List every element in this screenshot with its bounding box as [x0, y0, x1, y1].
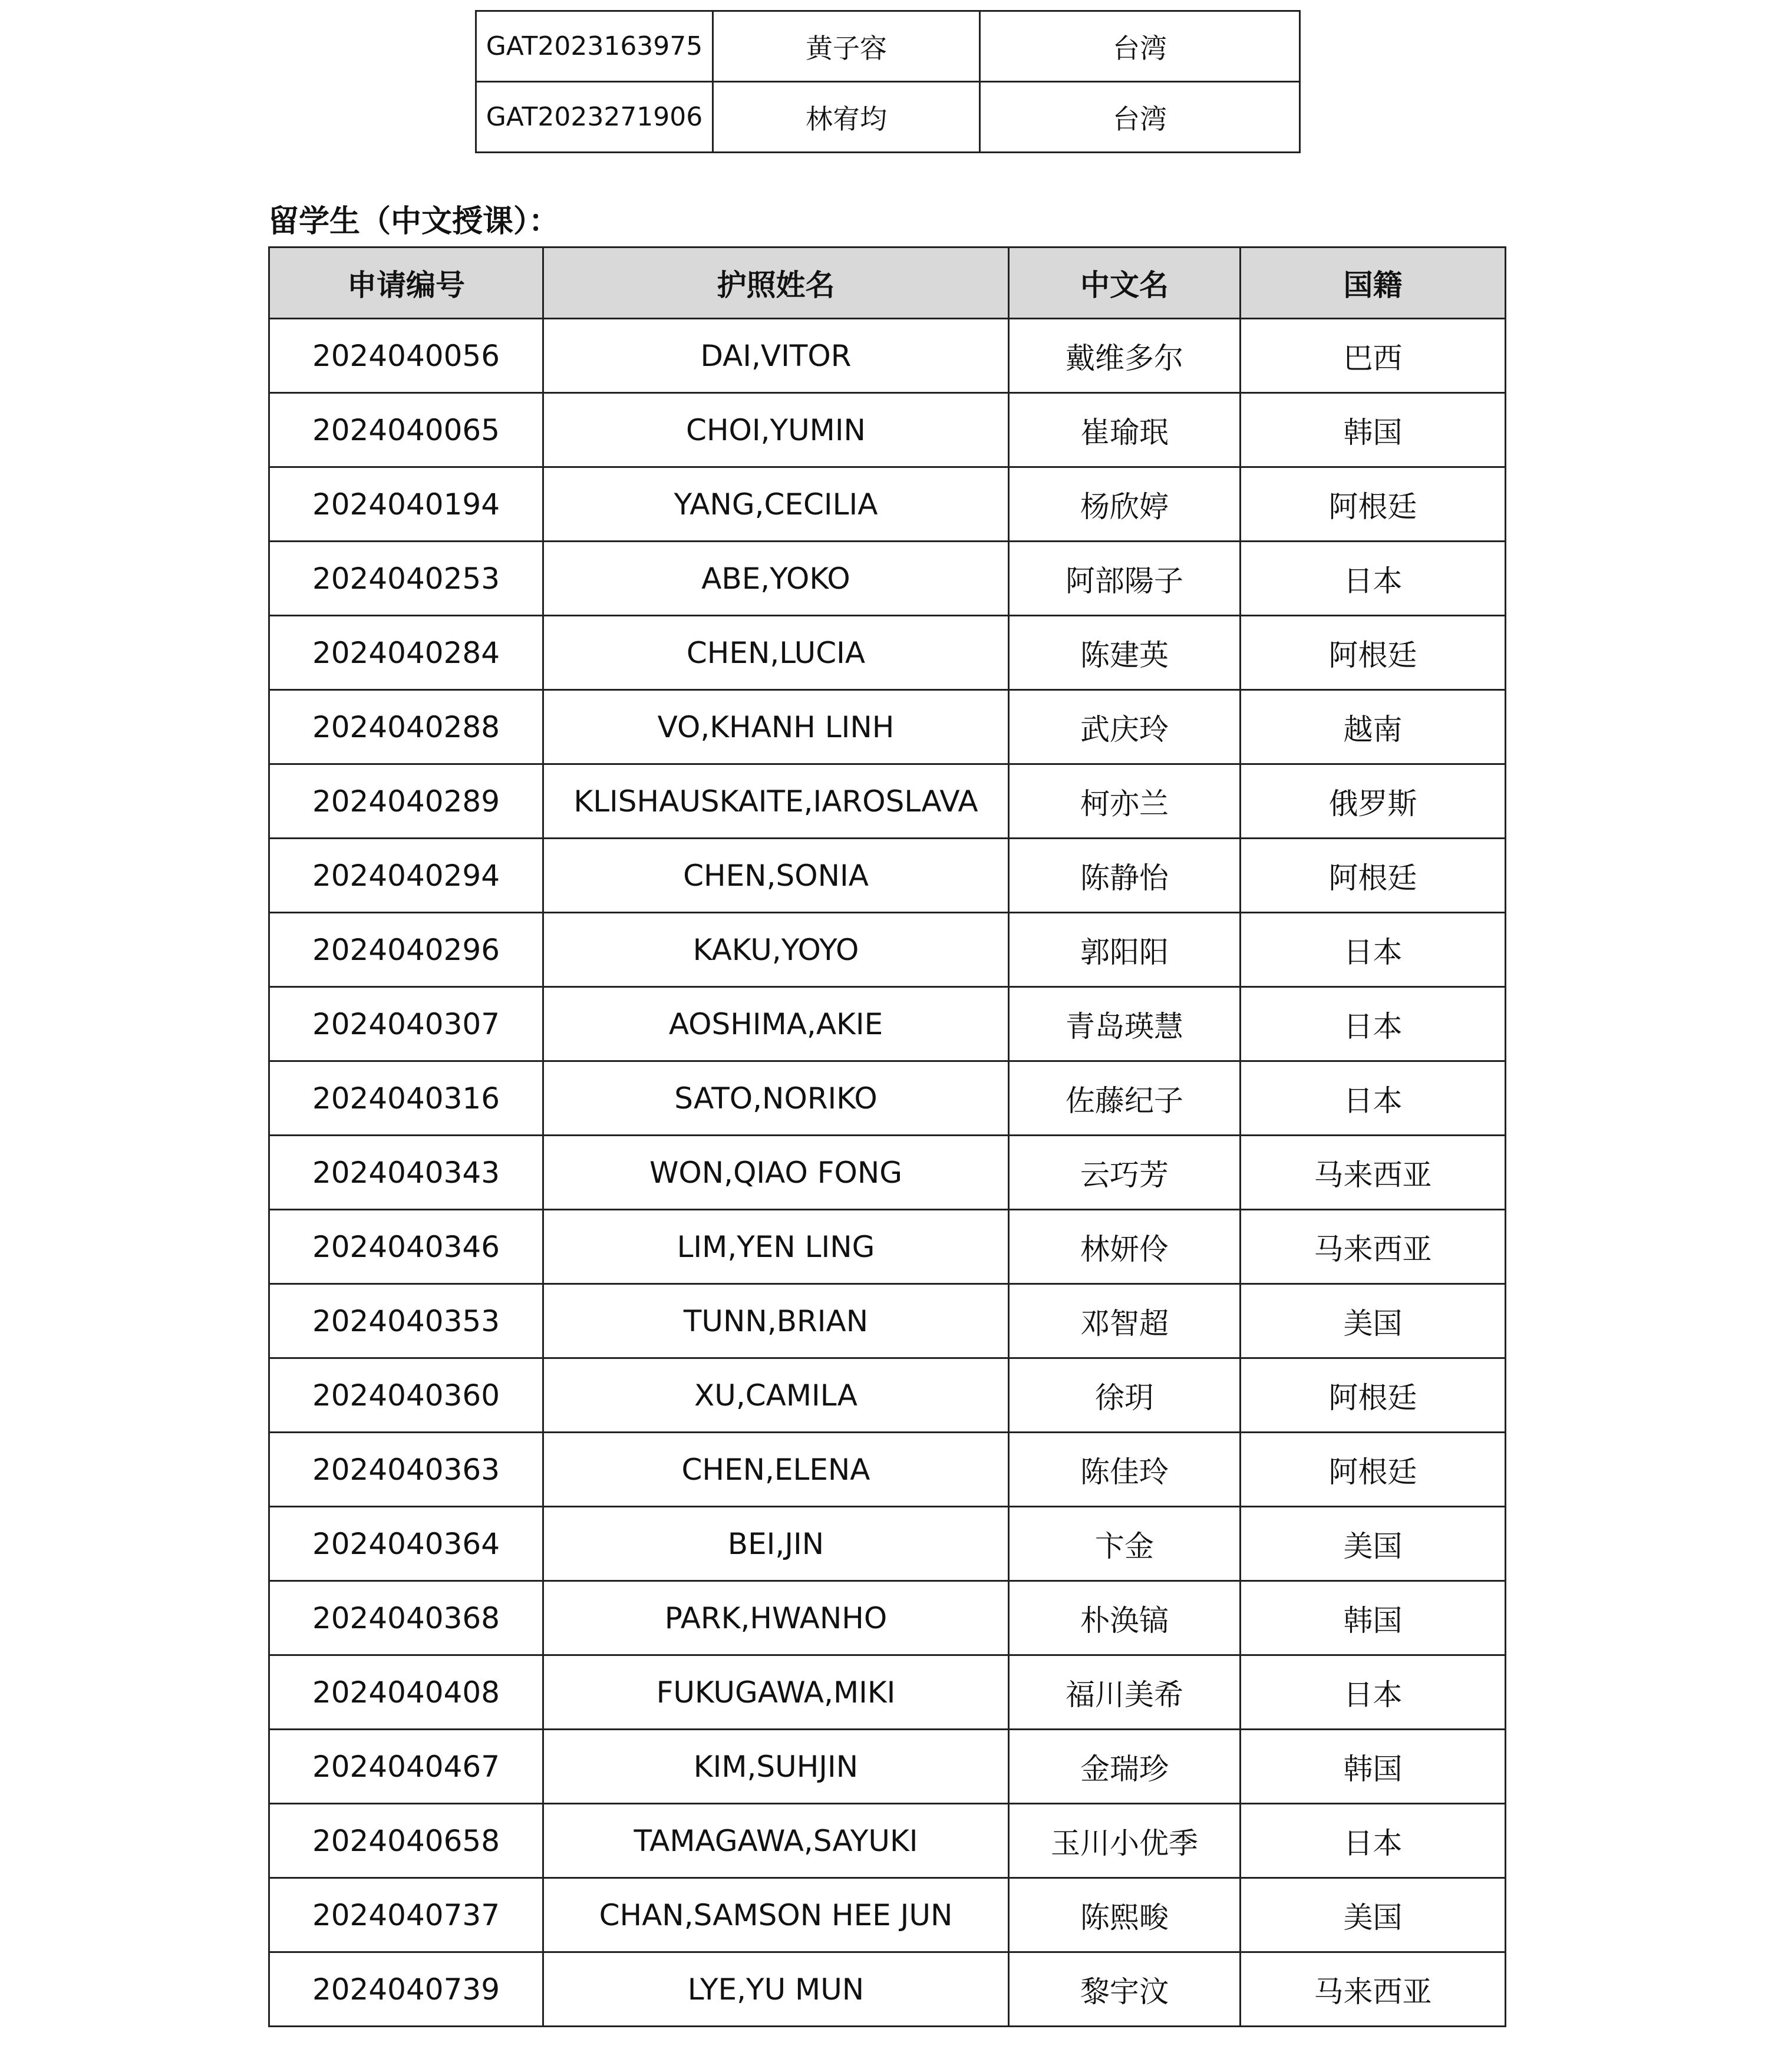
table-row	[269, 393, 1506, 467]
table-row	[269, 1433, 1506, 1507]
table-row	[269, 1136, 1506, 1210]
nationality-cell: 日本	[1241, 987, 1506, 1061]
table-row	[269, 987, 1506, 1061]
chinese-name-cell: 杨欣婷	[1009, 467, 1241, 542]
passport-name-cell: KLISHAUSKAITE,IAROSLAVA	[543, 764, 1009, 839]
passport-name-cell: BEI,JIN	[543, 1507, 1009, 1581]
region-cell: 台湾	[980, 11, 1300, 82]
application-id-cell: 2024040253	[269, 542, 543, 616]
application-id-cell: 2024040364	[269, 1507, 543, 1581]
header-chinese-name: 中文名	[1009, 248, 1241, 319]
nationality-cell: 俄罗斯	[1241, 764, 1506, 839]
nationality-cell: 阿根廷	[1241, 1433, 1506, 1507]
nationality-cell: 阿根廷	[1241, 616, 1506, 690]
section-title: 留学生（中文授课）：	[268, 204, 560, 239]
nationality-cell: 日本	[1241, 1061, 1506, 1136]
nationality-cell: 越南	[1241, 690, 1506, 764]
nationality-cell: 日本	[1241, 913, 1506, 987]
chinese-name-cell: 青岛瑛慧	[1009, 987, 1241, 1061]
table-row	[269, 690, 1506, 764]
passport-name-cell: CHEN,SONIA	[543, 839, 1009, 913]
region-cell: 台湾	[980, 82, 1300, 153]
nationality-cell: 美国	[1241, 1878, 1506, 1952]
table-row	[269, 839, 1506, 913]
nationality-cell: 巴西	[1241, 319, 1506, 393]
table-row	[269, 1655, 1506, 1730]
table-row	[269, 1730, 1506, 1804]
table-row	[269, 1507, 1506, 1581]
chinese-name-cell: 邓智超	[1009, 1284, 1241, 1358]
application-id-cell: 2024040346	[269, 1210, 543, 1284]
application-id-cell: 2024040284	[269, 616, 543, 690]
table-row	[269, 764, 1506, 839]
passport-name-cell: CHEN,ELENA	[543, 1433, 1009, 1507]
passport-name-cell: CHAN,SAMSON HEE JUN	[543, 1878, 1009, 1952]
application-id-cell: 2024040294	[269, 839, 543, 913]
nationality-cell: 美国	[1241, 1284, 1506, 1358]
passport-name-cell: PARK,HWANHO	[543, 1581, 1009, 1655]
table-row	[476, 82, 1300, 153]
chinese-name-cell: 云巧芳	[1009, 1136, 1241, 1210]
chinese-name-cell: 武庆玲	[1009, 690, 1241, 764]
table-header	[269, 248, 1506, 319]
application-id-cell: 2024040343	[269, 1136, 543, 1210]
chinese-name-cell: 崔瑜珉	[1009, 393, 1241, 467]
passport-name-cell: TUNN,BRIAN	[543, 1284, 1009, 1358]
nationality-cell: 日本	[1241, 542, 1506, 616]
nationality-cell: 韩国	[1241, 1730, 1506, 1804]
international-students-table	[268, 246, 1506, 2027]
nationality-cell: 阿根廷	[1241, 467, 1506, 542]
header-application-id: 申请编号	[269, 248, 543, 319]
table-row	[269, 1878, 1506, 1952]
application-id-cell: 2024040353	[269, 1284, 543, 1358]
chinese-name-cell: 卞金	[1009, 1507, 1241, 1581]
application-id-cell: 2024040363	[269, 1433, 543, 1507]
application-id-cell: 2024040307	[269, 987, 543, 1061]
table-row	[269, 1358, 1506, 1433]
table-row	[269, 1284, 1506, 1358]
chinese-name-cell: 戴维多尔	[1009, 319, 1241, 393]
chinese-name-cell: 玉川小优季	[1009, 1804, 1241, 1878]
table-row	[269, 542, 1506, 616]
chinese-name-cell: 郭阳阳	[1009, 913, 1241, 987]
passport-name-cell: FUKUGAWA,MIKI	[543, 1655, 1009, 1730]
table-row	[269, 1804, 1506, 1878]
passport-name-cell: TAMAGAWA,SAYUKI	[543, 1804, 1009, 1878]
top-table-body	[476, 11, 1300, 153]
table-row	[269, 1210, 1506, 1284]
application-id-cell: 2024040658	[269, 1804, 543, 1878]
nationality-cell: 阿根廷	[1241, 839, 1506, 913]
application-id-cell: 2024040739	[269, 1952, 543, 2027]
application-id-cell: 2024040368	[269, 1581, 543, 1655]
chinese-name-cell: 阿部陽子	[1009, 542, 1241, 616]
application-id-cell: 2024040288	[269, 690, 543, 764]
passport-name-cell: SATO,NORIKO	[543, 1061, 1009, 1136]
passport-name-cell: CHEN,LUCIA	[543, 616, 1009, 690]
passport-name-cell: VO,KHANH LINH	[543, 690, 1009, 764]
passport-name-cell: DAI,VITOR	[543, 319, 1009, 393]
header-row	[269, 248, 1506, 319]
header-passport-name: 护照姓名	[543, 248, 1009, 319]
chinese-name-cell: 佐藤纪子	[1009, 1061, 1241, 1136]
table-row	[269, 1581, 1506, 1655]
passport-name-cell: XU,CAMILA	[543, 1358, 1009, 1433]
chinese-name-cell: 朴涣镐	[1009, 1581, 1241, 1655]
chinese-name-cell: 陈静怡	[1009, 839, 1241, 913]
table-row	[476, 11, 1300, 82]
chinese-name-cell: 陈佳玲	[1009, 1433, 1241, 1507]
name-cell: 林宥均	[713, 82, 980, 153]
application-id-cell: 2024040194	[269, 467, 543, 542]
nationality-cell: 马来西亚	[1241, 1136, 1506, 1210]
nationality-cell: 阿根廷	[1241, 1358, 1506, 1433]
nationality-cell: 美国	[1241, 1507, 1506, 1581]
passport-name-cell: LYE,YU MUN	[543, 1952, 1009, 2027]
passport-name-cell: KAKU,YOYO	[543, 913, 1009, 987]
passport-name-cell: WON,QIAO FONG	[543, 1136, 1009, 1210]
application-id-cell: GAT2023271906	[476, 82, 713, 153]
application-id-cell: 2024040056	[269, 319, 543, 393]
application-id-cell: 2024040065	[269, 393, 543, 467]
table-row	[269, 1952, 1506, 2027]
application-id-cell: 2024040467	[269, 1730, 543, 1804]
table-row	[269, 616, 1506, 690]
chinese-name-cell: 林妍伶	[1009, 1210, 1241, 1284]
passport-name-cell: LIM,YEN LING	[543, 1210, 1009, 1284]
table-row	[269, 467, 1506, 542]
nationality-cell: 马来西亚	[1241, 1952, 1506, 2027]
passport-name-cell: KIM,SUHJIN	[543, 1730, 1009, 1804]
passport-name-cell: ABE,YOKO	[543, 542, 1009, 616]
chinese-name-cell: 陈建英	[1009, 616, 1241, 690]
application-id-cell: 2024040289	[269, 764, 543, 839]
application-id-cell: 2024040296	[269, 913, 543, 987]
application-id-cell: GAT2023163975	[476, 11, 713, 82]
application-id-cell: 2024040360	[269, 1358, 543, 1433]
application-id-cell: 2024040737	[269, 1878, 543, 1952]
nationality-cell: 马来西亚	[1241, 1210, 1506, 1284]
chinese-name-cell: 徐玥	[1009, 1358, 1241, 1433]
chinese-name-cell: 柯亦兰	[1009, 764, 1241, 839]
nationality-cell: 日本	[1241, 1655, 1506, 1730]
nationality-cell: 日本	[1241, 1804, 1506, 1878]
application-id-cell: 2024040408	[269, 1655, 543, 1730]
chinese-name-cell: 陈熙畯	[1009, 1878, 1241, 1952]
table-row	[269, 319, 1506, 393]
application-id-cell: 2024040316	[269, 1061, 543, 1136]
chinese-name-cell: 福川美希	[1009, 1655, 1241, 1730]
name-cell: 黄子容	[713, 11, 980, 82]
hk-macao-taiwan-table	[475, 10, 1301, 153]
header-nationality: 国籍	[1241, 248, 1506, 319]
passport-name-cell: CHOI,YUMIN	[543, 393, 1009, 467]
chinese-name-cell: 黎宇汶	[1009, 1952, 1241, 2027]
chinese-name-cell: 金瑞珍	[1009, 1730, 1241, 1804]
table-row	[269, 913, 1506, 987]
table-body	[269, 319, 1506, 2027]
table-row	[269, 1061, 1506, 1136]
passport-name-cell: YANG,CECILIA	[543, 467, 1009, 542]
nationality-cell: 韩国	[1241, 1581, 1506, 1655]
passport-name-cell: AOSHIMA,AKIE	[543, 987, 1009, 1061]
nationality-cell: 韩国	[1241, 393, 1506, 467]
